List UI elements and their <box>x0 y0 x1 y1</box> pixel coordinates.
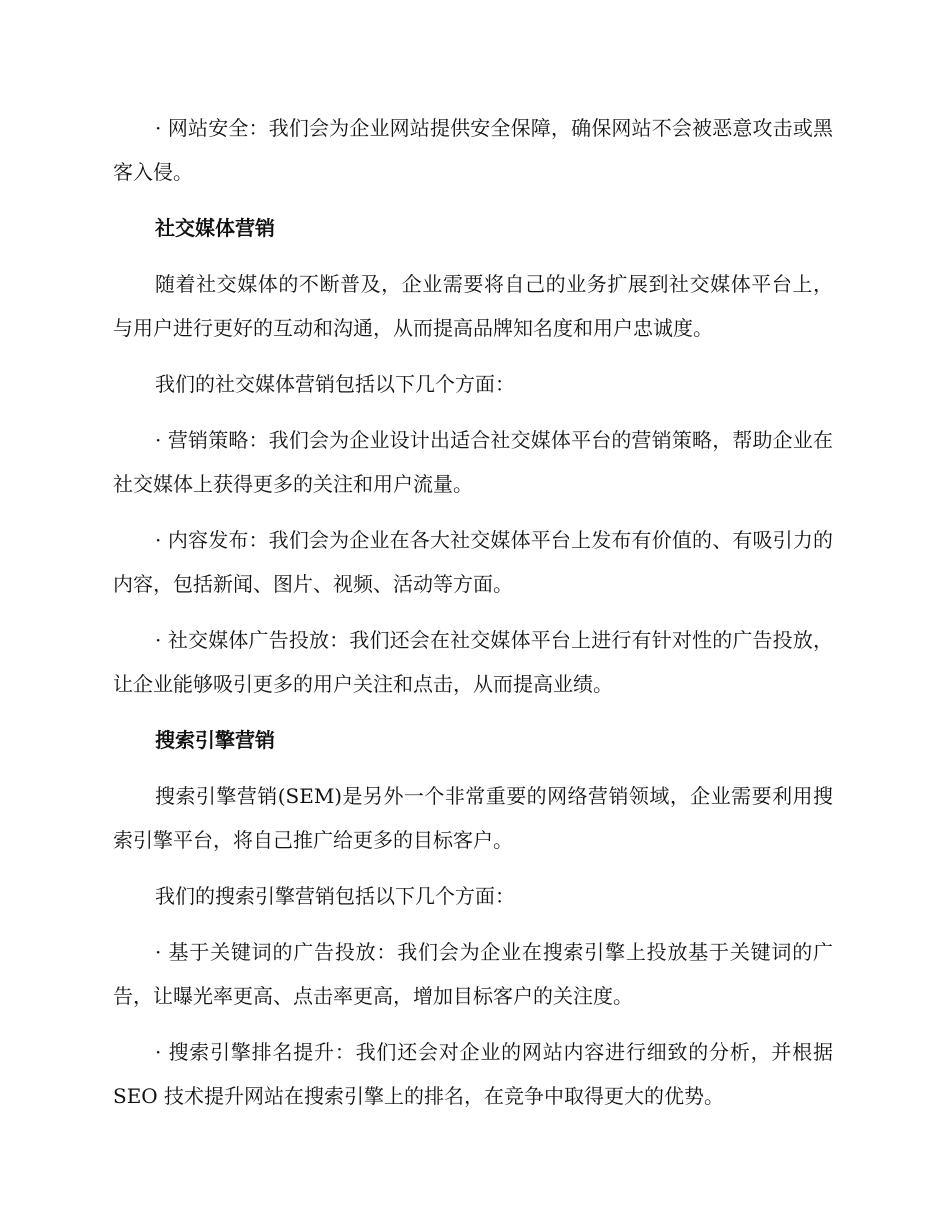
document-page <box>113 106 833 1130</box>
bullet-social-media-ads: · 社交媒体广告投放：我们还会在社交媒体平台上进行有针对性的广告投放，让企业能够吸引更多的用户关注和点击，从而提高业绩。 <box>113 628 833 696</box>
bullet-ranking-improvement: · 搜索引擎排名提升：我们还会对企业的网站内容进行细致的分析，并根据 SEO 技术提升网站在搜索引擎上的排名，在竞争中取得更大的优势。 <box>113 1040 833 1108</box>
bullet-keyword-ads: · 基于关键词的广告投放：我们会为企业在搜索引擎上投放基于关键词的广告，让曝光率更高、点击率更高，增加目标客户的关注度。 <box>113 940 833 1008</box>
heading-social-media-marketing: 社交媒体营销 <box>155 216 275 240</box>
paragraph-sem-intro: 搜索引擎营销(SEM)是另外一个非常重要的网络营销领域，企业需要利用搜索引擎平台，将自己推广给更多的目标客户。 <box>113 784 833 852</box>
bullet-website-security: · 网站安全：我们会为企业网站提供安全保障，确保网站不会被恶意攻击或黑客入侵。 <box>113 116 833 184</box>
bullet-content-publishing: · 内容发布：我们会为企业在各大社交媒体平台上发布有价值的、有吸引力的内容，包括新闻、图片、视频、活动等方面。 <box>113 528 833 596</box>
paragraph-sem-aspects: 我们的搜索引擎营销包括以下几个方面： <box>155 884 515 908</box>
paragraph-social-media-intro: 随着社交媒体的不断普及，企业需要将自己的业务扩展到社交媒体平台上，与用户进行更好的互动和沟通，从而提高品牌知名度和用户忠诚度。 <box>113 272 833 340</box>
heading-search-engine-marketing: 搜索引擎营销 <box>155 728 275 752</box>
bullet-marketing-strategy: · 营销策略：我们会为企业设计出适合社交媒体平台的营销策略，帮助企业在社交媒体上获得更多的关注和用户流量。 <box>113 428 833 496</box>
paragraph-social-media-aspects: 我们的社交媒体营销包括以下几个方面： <box>155 372 515 396</box>
